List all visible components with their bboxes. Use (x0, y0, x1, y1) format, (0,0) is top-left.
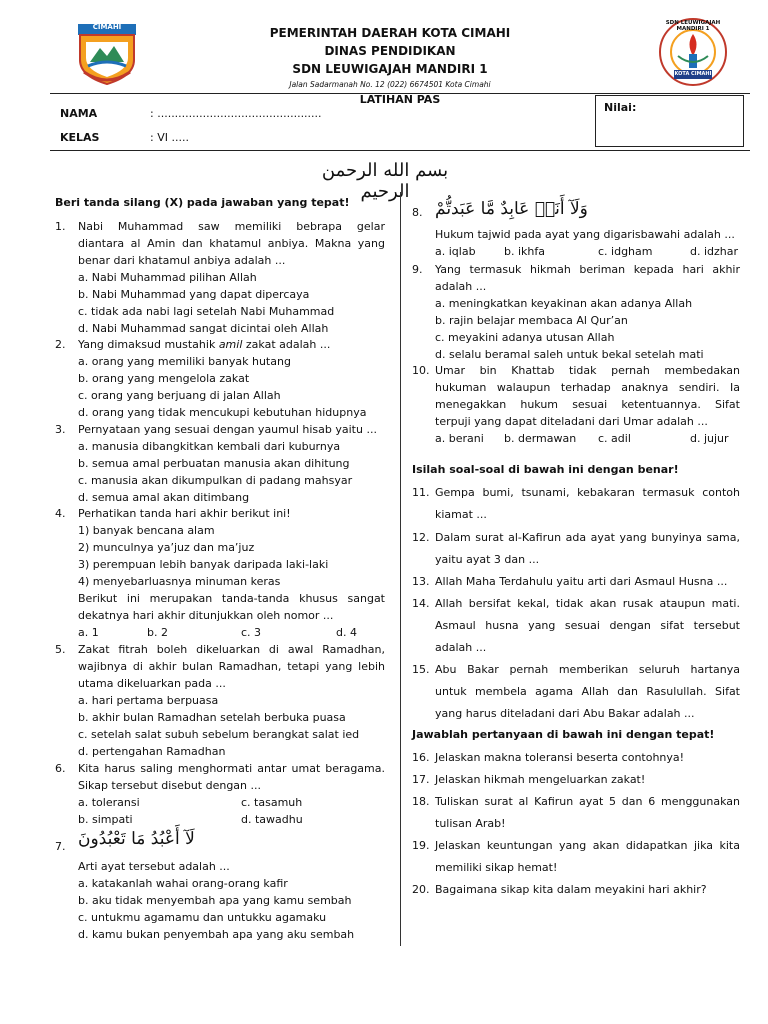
header-address: Jalan Sadarmanah No. 12 (022) 6674501 Kota Cimahi (289, 80, 491, 89)
option-b[interactable]: b. semua amal perbuatan manusia akan dihitung (78, 457, 350, 470)
option-c[interactable]: c. setelah salat subuh sebelum berangkat salat ied (78, 728, 360, 741)
option-c[interactable]: c. orang yang berjuang di jalan Allah (78, 389, 281, 402)
question-text: hukuman walaupun terhadap anaknya sendiri. Ia (435, 381, 740, 394)
question-number: 1. (55, 220, 66, 233)
option-c[interactable]: c. meyakini adanya utusan Allah (435, 331, 615, 344)
question-number: 5. (55, 643, 66, 656)
question-number: 14. (412, 597, 430, 610)
list-item: 3) perempuan lebih banyak daripada laki-laki (78, 558, 329, 571)
question-text: Allah bersifat kekal, tidak akan rusak ataupun mati. (435, 597, 740, 610)
question-number: 12. (412, 531, 430, 544)
question-number: 8. (412, 206, 423, 219)
question-text: Yang termasuk hikmah beriman kepada hari akhir (435, 263, 740, 276)
option-c[interactable]: c. untukmu agamamu dan untukku agamaku (78, 911, 327, 924)
question-text: Sikap tersebut disebut dengan ... (78, 779, 262, 792)
header-school-name: SDN LEUWIGAJAH MANDIRI 1 (292, 62, 488, 76)
option-a[interactable]: a. toleransi (78, 796, 140, 809)
option-c[interactable]: c. manusia akan dikumpulkan di padang mahsyar (78, 474, 353, 487)
question-text: Yang dimaksud mustahik amil zakat adalah ... (78, 338, 331, 351)
header-government: PEMERINTAH DAERAH KOTA CIMAHI (269, 26, 511, 40)
option-b[interactable]: b. aku tidak menyembah apa yang kamu sembah (78, 894, 352, 907)
list-item: 2) munculnya ya’juz dan ma’juz (78, 541, 255, 554)
question-number: 6. (55, 762, 66, 775)
option-a[interactable]: a. berani (435, 432, 484, 445)
question-number: 9. (412, 263, 423, 276)
nama-label: NAMA (60, 107, 98, 120)
option-a[interactable]: a. iqlab (435, 245, 476, 258)
question-text: tulisan Arab! (435, 817, 506, 830)
option-b[interactable]: b. 2 (147, 626, 168, 639)
option-a[interactable]: a. meningkatkan keyakinan akan adanya Allah (435, 297, 693, 310)
question-text: Nabi Muhammad saw memiliki bebrapa gelar (78, 220, 385, 233)
option-c[interactable]: c. 3 (241, 626, 262, 639)
option-a[interactable]: a. Nabi Muhammad pilihan Allah (78, 271, 257, 284)
nama-field[interactable]: : ............................................... (150, 107, 322, 120)
list-item: 1) banyak bencana alam (78, 524, 215, 537)
option-a[interactable]: a. katakanlah wahai orang-orang kafir (78, 877, 288, 890)
cimahi-city-logo (72, 22, 142, 86)
question-text: diantara al Amin dan khatamul anbiya. Makna yang (78, 237, 385, 250)
quran-verse: لَآ أَعْبُدُ مَا تَعْبُدُونَ (78, 829, 195, 849)
kelas-field[interactable]: : VI ..... (150, 131, 189, 144)
basmalah: بسم الله الرحمن الرحيم (321, 160, 449, 202)
option-c[interactable]: c. idgham (598, 245, 653, 258)
question-text: Umar bin Khattab tidak pernah membedakan (435, 364, 740, 377)
question-text: memiliki sikap hemat! (435, 861, 558, 874)
question-number: 17. (412, 773, 430, 786)
question-text: Pernyataan yang sesuai dengan yaumul hisab yaitu ... (78, 423, 377, 436)
option-d[interactable]: d. idzhar (690, 245, 739, 258)
column-divider (400, 192, 401, 946)
exam-title: LATIHAN PAS (359, 93, 441, 106)
question-text: Asmaul husna yang sesuai dengan sifat tersebut (435, 619, 740, 632)
question-text: wajibnya di akhir bulan Ramadhan, tetapi yang lebih (78, 660, 385, 673)
question-text: Gempa bumi, tsunami, kebakaran termasuk contoh (435, 486, 740, 499)
question-text: yang harus diteladani dari Abu Bakar adalah ... (435, 707, 695, 720)
question-text: dekatnya hari akhir ditunjukkan oleh nomor ... (78, 609, 334, 622)
question-text: Jelaskan makna toleransi beserta contohnya! (435, 751, 685, 764)
question-number: 2. (55, 338, 66, 351)
option-b[interactable]: b. simpati (78, 813, 133, 826)
question-text: Jelaskan keuntungan yang akan didapatkan jika kita (435, 839, 740, 852)
kelas-label: KELAS (60, 131, 100, 144)
question-text: Kita harus saling menghormati antar umat beragama. (78, 762, 385, 775)
question-text: kiamat ... (435, 508, 487, 521)
option-d[interactable]: d. tawadhu (241, 813, 303, 826)
logo-right-banner: KOTA CIMAHI (674, 71, 712, 77)
score-box[interactable] (595, 95, 744, 147)
section-b-instruction: Isilah soal-soal di bawah ini dengan benar! (412, 463, 679, 476)
question-text: yaitu ayat 3 dan ... (435, 553, 540, 566)
option-d[interactable]: d. kamu bukan penyembah apa yang aku sembah (78, 928, 355, 941)
question-text: adalah ... (435, 280, 487, 293)
question-number: 13. (412, 575, 430, 588)
question-text: utama dikeluarkan pada ... (78, 677, 226, 690)
option-b[interactable]: b. akhir bulan Ramadhan setelah berbuka puasa (78, 711, 346, 724)
question-text: Abu Bakar pernah memberikan seluruh hartanya (435, 663, 740, 676)
question-number: 7. (55, 840, 66, 853)
question-text: Zakat fitrah boleh dikeluarkan di awal Ramadhan, (78, 643, 385, 656)
option-d[interactable]: d. Nabi Muhammad sangat dicintai oleh Allah (78, 322, 329, 335)
question-text: Berikut ini merupakan tanda-tanda khusus sangat (78, 592, 385, 605)
quran-verse: وَلَآ أَنَا۠ عَابِدٌ مَّا عَبَدتُّمْ (435, 199, 588, 219)
question-text: benar dari khatamul anbiya adalah ... (78, 254, 286, 267)
option-b[interactable]: b. Nabi Muhammad yang dapat dipercaya (78, 288, 310, 301)
question-number: 4. (55, 507, 66, 520)
option-c[interactable]: c. adil (598, 432, 631, 445)
question-text: Arti ayat tersebut adalah ... (78, 860, 230, 873)
option-a[interactable]: a. orang yang memiliki banyak hutang (78, 355, 291, 368)
question-text: Perhatikan tanda hari akhir berikut ini! (78, 507, 291, 520)
question-number: 19. (412, 839, 430, 852)
question-number: 3. (55, 423, 66, 436)
list-item: 4) menyebarluasnya minuman keras (78, 575, 281, 588)
question-text: terpuji yang dapat diteladani dari Umar adalah ... (435, 415, 708, 428)
question-number: 10. (412, 364, 430, 377)
option-a[interactable]: a. 1 (78, 626, 99, 639)
section-c-instruction: Jawablah pertanyaan di bawah ini dengan tepat! (412, 728, 715, 741)
question-text: Bagaimana sikap kita dalam meyakini hari akhir? (435, 883, 707, 896)
option-b[interactable]: b. rajin belajar membaca Al Qur’an (435, 314, 628, 327)
option-a[interactable]: a. hari pertama berpuasa (78, 694, 219, 707)
option-d[interactable]: d. semua amal akan ditimbang (78, 491, 250, 504)
option-d[interactable]: d. pertengahan Ramadhan (78, 745, 226, 758)
option-c[interactable]: c. tasamuh (241, 796, 303, 809)
option-c[interactable]: c. tidak ada nabi lagi setelah Nabi Muhammad (78, 305, 335, 318)
question-number: 15. (412, 663, 430, 676)
logo-left-caption: CIMAHI (92, 23, 122, 31)
identity-divider (50, 150, 750, 151)
section-a-instruction: Beri tanda silang (X) pada jawaban yang tepat! (55, 196, 350, 209)
option-a[interactable]: a. manusia dibangkitkan kembali dari kuburnya (78, 440, 341, 453)
question-text: Hukum tajwid pada ayat yang digarisbawahi adalah ... (435, 228, 735, 241)
question-text: Allah Maha Terdahulu yaitu arti dari Asmaul Husna ... (435, 575, 728, 588)
option-d[interactable]: d. orang yang tidak mencukupi kebutuhan hidupnya (78, 406, 367, 419)
question-text: menegakkan hukum sesuai ketentuannya. Sifat (435, 398, 740, 411)
question-text: adalah ... (435, 641, 487, 654)
option-b[interactable]: b. orang yang mengelola zakat (78, 372, 250, 385)
logo-right-ring-text: SDN LEUWIGAJAH MANDIRI 1 (665, 20, 721, 32)
question-number: 16. (412, 751, 430, 764)
question-number: 18. (412, 795, 430, 808)
option-b[interactable]: b. ikhfa (504, 245, 545, 258)
option-b[interactable]: b. dermawan (504, 432, 577, 445)
question-text: Dalam surat al-Kafirun ada ayat yang bunyinya sama, (435, 531, 740, 544)
option-d[interactable]: d. 4 (336, 626, 357, 639)
option-d[interactable]: d. jujur (690, 432, 729, 445)
header-department: DINAS PENDIDIKAN (324, 44, 456, 58)
question-text: Jelaskan hikmah mengeluarkan zakat! (435, 773, 646, 786)
question-number: 20. (412, 883, 430, 896)
option-d[interactable]: d. selalu beramal saleh untuk bekal setelah mati (435, 348, 704, 361)
score-label: Nilai: (604, 101, 637, 114)
question-text: untuk membela agama Allah dan Rasulullah. Sifat (435, 685, 740, 698)
question-number: 11. (412, 486, 430, 499)
question-text: Tuliskan surat al Kafirun ayat 5 dan 6 menggunakan (435, 795, 740, 808)
